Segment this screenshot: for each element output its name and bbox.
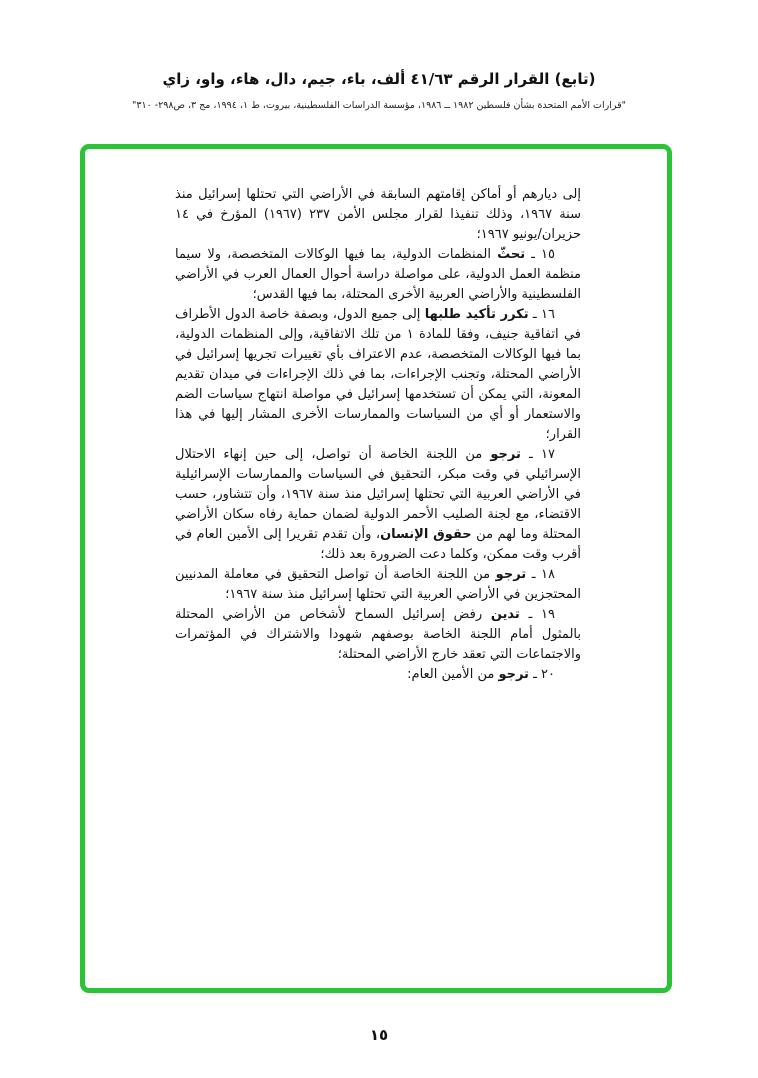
paragraph-20 (175, 665, 581, 685)
paragraph-15 (175, 245, 581, 305)
paragraph-text: إلى جميع الدول، وبصفة خاصة الدول الأطراف في اتفاقية جنيف، وفقا للمادة ١ من تلك الاتفاقية، وإلى المنظمات الدولية، بما فيها الوكالات المتخصصة، عدم الاعتراف بأي تغييرات تجريها إسرائيل في الأراضي المحتلة، وتجنب الإجراءات، بما في ذلك الإجراءات في ميدان تقديم المعونة، التي يمكن أن تستخدمها إسرائيل في مواصلة انتهاج سياسات الضم والاستعمار أو أي من السياسات والممارسات الأخرى المشار إليها في هذا القرار؛ (175, 307, 581, 442)
paragraph-19 (175, 605, 581, 665)
document-source-citation: "قرارات الأمم المتحدة بشأن فلسطين ١٩٨٢ ــ ١٩٨٦، مؤسسة الدراسات الفلسطينية، بيروت، ط ١، ١٩٩٤، مج ٣، ص٢٩٨- ٣١٠" (131, 100, 626, 111)
paragraph-lead: تحثّ (497, 247, 526, 262)
paragraph-text: المنظمات الدولية، بما فيها الوكالات المتخصصة، ولا سيما منظمة العمل الدولية، على مواصلة دراسة أحوال العمال العرب في الأراضي الفلسطينية والأراضي العربية الأخرى المحتلة، بما فيها القدس؛ (175, 247, 581, 302)
paragraph-lead: ترجو (490, 447, 521, 462)
content-frame (80, 144, 672, 993)
text-block (175, 185, 581, 685)
paragraph-17 (175, 445, 581, 565)
paragraph-lead: تدين (490, 607, 520, 622)
paragraph-text: من الأمين العام: (407, 667, 499, 682)
paragraph-text: من اللجنة الخاصة أن تواصل التحقيق في معاملة المدنيين المحتجزين في الأراضي العربية التي تحتلها إسرائيل منذ سنة ١٩٦٧؛ (175, 567, 581, 602)
paragraph-lead: تكرر تأكيد طلبها (424, 307, 529, 322)
paragraph-number: ١٧ ـ (520, 447, 556, 462)
paragraph-text: رفض إسرائيل السماح لأشخاص من الأراضي المحتلة بالمثول أمام اللجنة الخاصة بوصفهم شهودا والاشتراك في المؤتمرات والاجتماعات التي تعقد خارج الأراضي المحتلة؛ (175, 607, 581, 662)
paragraph-number: ١٦ ـ (528, 307, 555, 322)
page-number: ١٥ (369, 1026, 389, 1044)
paragraph-lead: ترجو (498, 667, 529, 682)
paragraph-number: ١٨ ـ (526, 567, 556, 582)
paragraph-number: ١٩ ـ (519, 607, 555, 622)
paragraph-number: ١٥ ـ (525, 247, 555, 262)
paragraph-bold-phrase: حقوق الإنسان (380, 527, 472, 542)
paragraph-text: ، وأن تقدم تقريرا إلى الأمين العام في أقرب وقت ممكن، وكلما دعت الضرورة بعد ذلك؛ (175, 527, 581, 562)
paragraph-continuation (175, 185, 581, 245)
document-title: (تابع) القرار الرقم ٤١/٦٣ ألف، باء، جيم، دال، هاء، واو، زاي (162, 70, 596, 88)
paragraph-text: من اللجنة الخاصة أن تواصل، إلى حين إنهاء الاحتلال الإسرائيلي في وقت مبكر، التحقيق في السياسات والممارسات الإسرائيلية في الأراضي العربية التي تحتلها إسرائيل منذ سنة ١٩٦٧، وأن تتشاور، حسب الاقتضاء، مع لجنة الصليب الأحمر الدولية لضمان حماية رفاه سكان الأراضي المحتلة وما لهم من (175, 447, 582, 542)
paragraph-number: ٢٠ ـ (528, 667, 555, 682)
paragraph-18 (175, 565, 581, 605)
paragraph-16 (175, 305, 581, 445)
paragraph-text: إلى ديارهم أو أماكن إقامتهم السابقة في الأراضي التي تحتلها إسرائيل منذ سنة ١٩٦٧، وذلك تنفيذا لقرار مجلس الأمن ٢٣٧ (١٩٦٧) المؤرخ في ١٤ حزيران/يونيو ١٩٦٧؛ (175, 187, 581, 242)
paragraph-lead: ترجو (495, 567, 527, 582)
